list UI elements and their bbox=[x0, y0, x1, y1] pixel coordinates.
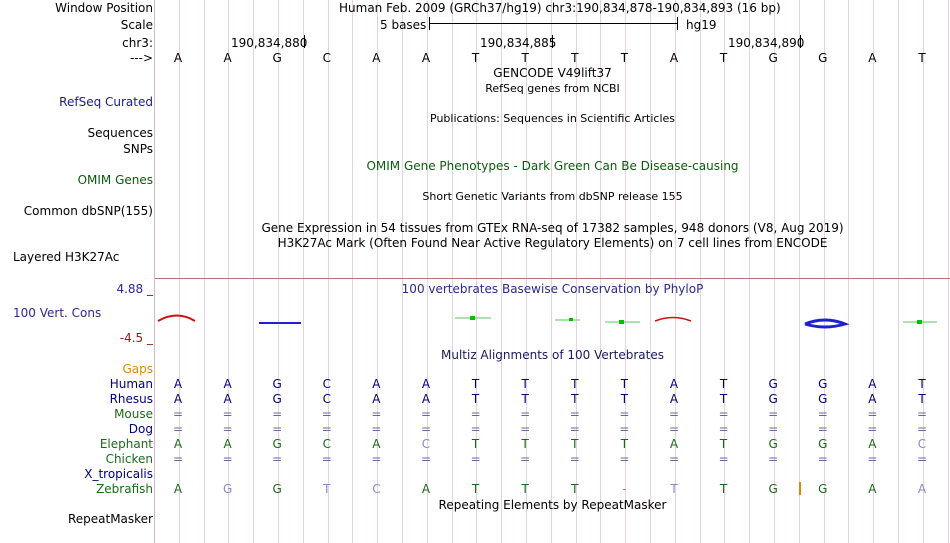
alignment-base: G bbox=[818, 392, 828, 406]
phylop-peak-8 bbox=[619, 320, 624, 324]
alignment-base: A bbox=[421, 377, 431, 391]
phylop-title[interactable]: 100 vertebrates Basewise Conservation by PhyloP bbox=[401, 282, 704, 296]
strand-label[interactable]: ---> bbox=[129, 51, 153, 65]
alignment-base: G bbox=[818, 482, 828, 496]
alignment-base: = bbox=[321, 422, 332, 436]
alignment-base: - bbox=[622, 482, 627, 496]
dna-base: T bbox=[918, 51, 926, 65]
dna-base: T bbox=[719, 51, 728, 65]
species-label-dog[interactable]: Dog bbox=[128, 422, 153, 436]
alignment-base: G bbox=[768, 392, 778, 406]
alignment-base: = bbox=[619, 407, 630, 421]
alignment-base: T bbox=[719, 437, 728, 451]
species-label-chicken[interactable]: Chicken bbox=[105, 452, 153, 466]
track-label-h3k27ac[interactable]: Layered H3K27Ac bbox=[13, 250, 120, 264]
alignment-base: T bbox=[521, 482, 529, 496]
alignment-base: T bbox=[620, 437, 629, 451]
chrom-label: chr3: bbox=[122, 36, 153, 50]
alignment-base: = bbox=[371, 452, 382, 466]
track-label-phylop[interactable]: 100 Vert. Cons bbox=[13, 306, 102, 320]
tick-mark-1 bbox=[304, 35, 305, 48]
alignment-base: T bbox=[571, 437, 579, 451]
dna-base: A bbox=[223, 51, 232, 65]
track-label-sequences[interactable]: Sequences bbox=[87, 126, 153, 140]
alignment-base: A bbox=[173, 482, 183, 496]
gencode-title[interactable]: GENCODE V49lift37 bbox=[493, 66, 612, 80]
alignment-base: A bbox=[868, 392, 877, 406]
track-label-snps[interactable]: SNPs bbox=[123, 142, 153, 156]
alignment-base: = bbox=[420, 407, 432, 421]
track-label-dbsnp[interactable]: Common dbSNP(155) bbox=[23, 204, 153, 218]
alignment-base: T bbox=[521, 392, 529, 406]
gtex-title[interactable]: Gene Expression in 54 tissues from GTEx RNA-seq of 17382 samples, 948 donors (V8, Aug 2019) bbox=[261, 221, 844, 235]
alignment-base: T bbox=[571, 392, 579, 406]
alignment-base: = bbox=[470, 422, 481, 436]
alignment-base: = bbox=[718, 452, 729, 466]
track-label-omim[interactable]: OMIM Genes bbox=[77, 173, 153, 187]
alignment-base: A bbox=[173, 437, 183, 451]
tick-label-1: 190,834,880 bbox=[231, 36, 308, 50]
alignment-base: = bbox=[520, 452, 531, 466]
alignment-base: C bbox=[917, 437, 927, 451]
alignment-base: C bbox=[322, 437, 331, 451]
alignment-base: = bbox=[272, 407, 283, 421]
alignment-base: = bbox=[867, 422, 878, 436]
alignment-base: = bbox=[569, 407, 580, 421]
dna-base: T bbox=[521, 51, 529, 65]
alignment-base: T bbox=[471, 392, 480, 406]
track-label-refseq[interactable]: RefSeq Curated bbox=[59, 95, 153, 109]
alignment-base: T bbox=[719, 377, 728, 391]
dna-base: A bbox=[421, 51, 431, 65]
alignment-base: = bbox=[321, 407, 332, 421]
alignment-base: A bbox=[669, 392, 679, 406]
dna-base: G bbox=[818, 51, 828, 65]
dna-base: C bbox=[322, 51, 331, 65]
alignment-base: A bbox=[173, 392, 183, 406]
alignment-base: T bbox=[918, 377, 926, 391]
alignment-base: A bbox=[372, 437, 381, 451]
alignment-base: A bbox=[868, 377, 877, 391]
scale-text: 5 bases bbox=[380, 18, 427, 32]
alignment-base: T bbox=[719, 482, 728, 496]
alignment-base: = bbox=[916, 407, 928, 421]
publications-title[interactable]: Publications: Sequences in Scientific Articles bbox=[430, 112, 675, 125]
alignment-base: A bbox=[421, 482, 431, 496]
alignment-base: A bbox=[669, 437, 679, 451]
alignment-base: T bbox=[571, 377, 579, 391]
alignment-base: A bbox=[372, 392, 381, 406]
alignment-base: = bbox=[420, 422, 432, 436]
alignment-base: T bbox=[521, 377, 529, 391]
alignment-base: A bbox=[868, 437, 877, 451]
alignment-base: = bbox=[321, 452, 332, 466]
alignment-base: C bbox=[421, 437, 431, 451]
alignment-base: = bbox=[371, 407, 382, 421]
species-label-x_tropicalis[interactable]: X_tropicalis bbox=[84, 467, 153, 481]
alignment-base: G bbox=[768, 482, 778, 496]
alignment-base: = bbox=[867, 407, 878, 421]
dna-base: G bbox=[768, 51, 778, 65]
alignment-base: = bbox=[470, 407, 481, 421]
alignment-base: T bbox=[571, 482, 579, 496]
alignment-base: = bbox=[916, 452, 928, 466]
alignment-base: A bbox=[868, 482, 877, 496]
phylop-peak-9 bbox=[655, 318, 691, 322]
alignment-base: T bbox=[471, 437, 480, 451]
alignment-base: = bbox=[718, 407, 729, 421]
dna-base: G bbox=[272, 51, 282, 65]
alignment-base: = bbox=[668, 452, 680, 466]
alignment-base: G bbox=[222, 482, 233, 496]
window-position-text: Human Feb. 2009 (GRCh37/hg19) chr3:190,834,878-190,834,893 (16 bp) bbox=[339, 1, 781, 15]
alignment-base: G bbox=[768, 377, 778, 391]
alignment-base: T bbox=[670, 482, 678, 496]
alignment-base: = bbox=[272, 422, 283, 436]
alignment-base: C bbox=[322, 392, 331, 406]
alignment-base: = bbox=[520, 422, 531, 436]
tick-label-2: 190,834,885 bbox=[480, 36, 557, 50]
alignment-base: A bbox=[421, 392, 431, 406]
species-label-human[interactable]: Human bbox=[109, 377, 153, 391]
alignment-base: G bbox=[272, 377, 282, 391]
phylop-max-label: 4.88 _ bbox=[116, 282, 153, 296]
alignment-base: = bbox=[569, 422, 580, 436]
alignment-base: G bbox=[818, 437, 828, 451]
phylop-peak-10 bbox=[805, 320, 845, 327]
tick-mark-2 bbox=[552, 35, 553, 48]
alignment-base: = bbox=[817, 452, 828, 466]
alignment-base: G bbox=[272, 437, 282, 451]
alignment-base: T bbox=[323, 482, 331, 496]
alignment-base: T bbox=[471, 377, 480, 391]
alignment-base: T bbox=[620, 377, 629, 391]
alignment-base: A bbox=[223, 437, 232, 451]
alignment-base: = bbox=[768, 422, 779, 436]
alignment-base: = bbox=[222, 407, 233, 421]
alignment-base: T bbox=[719, 392, 728, 406]
alignment-base: = bbox=[520, 407, 531, 421]
alignment-base: = bbox=[272, 452, 283, 466]
species-label-mouse[interactable]: Mouse bbox=[114, 407, 153, 421]
alignment-base: = bbox=[222, 452, 233, 466]
alignment-base: = bbox=[470, 452, 481, 466]
alignment-base: T bbox=[521, 437, 529, 451]
tick-mark-3 bbox=[800, 35, 801, 48]
dna-base: T bbox=[620, 51, 629, 65]
alignment-base: = bbox=[768, 407, 779, 421]
species-label-elephant[interactable]: Elephant bbox=[99, 437, 153, 451]
alignment-base: T bbox=[471, 482, 480, 496]
alignment-base: = bbox=[668, 422, 680, 436]
alignment-base: A bbox=[223, 392, 232, 406]
alignment-base: = bbox=[768, 452, 779, 466]
alignment-base: = bbox=[569, 452, 580, 466]
track-label-repeatmasker[interactable]: RepeatMasker bbox=[67, 512, 153, 526]
tick-label-3: 190,834,890 bbox=[728, 36, 805, 50]
alignment-base: = bbox=[619, 422, 630, 436]
alignment-base: = bbox=[222, 422, 233, 436]
phylop-peak-4 bbox=[470, 316, 475, 320]
alignment-base: A bbox=[669, 377, 679, 391]
scale-assembly: hg19 bbox=[686, 18, 717, 32]
alignment-base: = bbox=[916, 422, 928, 436]
dna-base: A bbox=[372, 51, 381, 65]
dna-base: A bbox=[669, 51, 679, 65]
alignment-base: A bbox=[223, 377, 232, 391]
alignment-base: = bbox=[172, 407, 184, 421]
track-divider bbox=[155, 278, 950, 279]
repeatmasker-title[interactable]: Repeating Elements by RepeatMasker bbox=[438, 498, 667, 512]
alignment-base: = bbox=[867, 452, 878, 466]
alignment-base: = bbox=[619, 452, 630, 466]
species-label-zebrafish[interactable]: Zebrafish bbox=[96, 482, 153, 496]
phylop-peak-1 bbox=[158, 316, 195, 322]
dna-base: T bbox=[571, 51, 579, 65]
alignment-base: = bbox=[172, 452, 184, 466]
track-label-gaps[interactable]: Gaps bbox=[122, 362, 153, 376]
scale-label: Scale bbox=[120, 18, 153, 32]
alignment-base: G bbox=[818, 377, 828, 391]
alignment-base: G bbox=[272, 392, 282, 406]
dbsnp-title[interactable]: Short Genetic Variants from dbSNP release 155 bbox=[422, 190, 683, 203]
alignment-base: T bbox=[918, 392, 926, 406]
h3k27ac-title[interactable]: H3K27Ac Mark (Often Found Near Active Regulatory Elements) on 7 cell lines from ENCODE bbox=[277, 236, 828, 250]
alignment-base: C bbox=[372, 482, 381, 496]
alignment-base: G bbox=[272, 482, 282, 496]
phylop-min-label: -4.5 _ bbox=[119, 331, 153, 345]
alignment-base: = bbox=[718, 422, 729, 436]
scale-bar bbox=[430, 23, 677, 24]
dna-base: T bbox=[471, 51, 480, 65]
alignment-base: A bbox=[917, 482, 927, 496]
alignment-base: = bbox=[817, 422, 828, 436]
alignment-base: = bbox=[817, 407, 828, 421]
dna-base: A bbox=[868, 51, 877, 65]
phylop-signal[interactable] bbox=[155, 296, 950, 336]
alignment-base: A bbox=[173, 377, 183, 391]
alignment-base: = bbox=[172, 422, 184, 436]
alignment-base: G bbox=[768, 437, 778, 451]
phylop-peak-12 bbox=[917, 320, 922, 324]
window-position-label: Window Position bbox=[55, 1, 153, 15]
refseq-subtitle[interactable]: RefSeq genes from NCBI bbox=[485, 82, 620, 95]
alignment-base: = bbox=[420, 452, 432, 466]
species-label-rhesus[interactable]: Rhesus bbox=[109, 392, 153, 406]
alignment-base: T bbox=[620, 392, 629, 406]
alignment-base: A bbox=[372, 377, 381, 391]
gap-marker bbox=[799, 482, 801, 495]
scale-bar-end bbox=[677, 17, 678, 30]
alignment-base: = bbox=[371, 422, 382, 436]
phylop-peak-6 bbox=[569, 318, 573, 321]
multiz-title[interactable]: Multiz Alignments of 100 Vertebrates bbox=[440, 348, 665, 362]
alignment-base: = bbox=[668, 407, 680, 421]
dna-base: A bbox=[173, 51, 183, 65]
alignment-base: C bbox=[322, 377, 331, 391]
omim-title[interactable]: OMIM Gene Phenotypes - Dark Green Can Be Disease-causing bbox=[366, 159, 739, 173]
